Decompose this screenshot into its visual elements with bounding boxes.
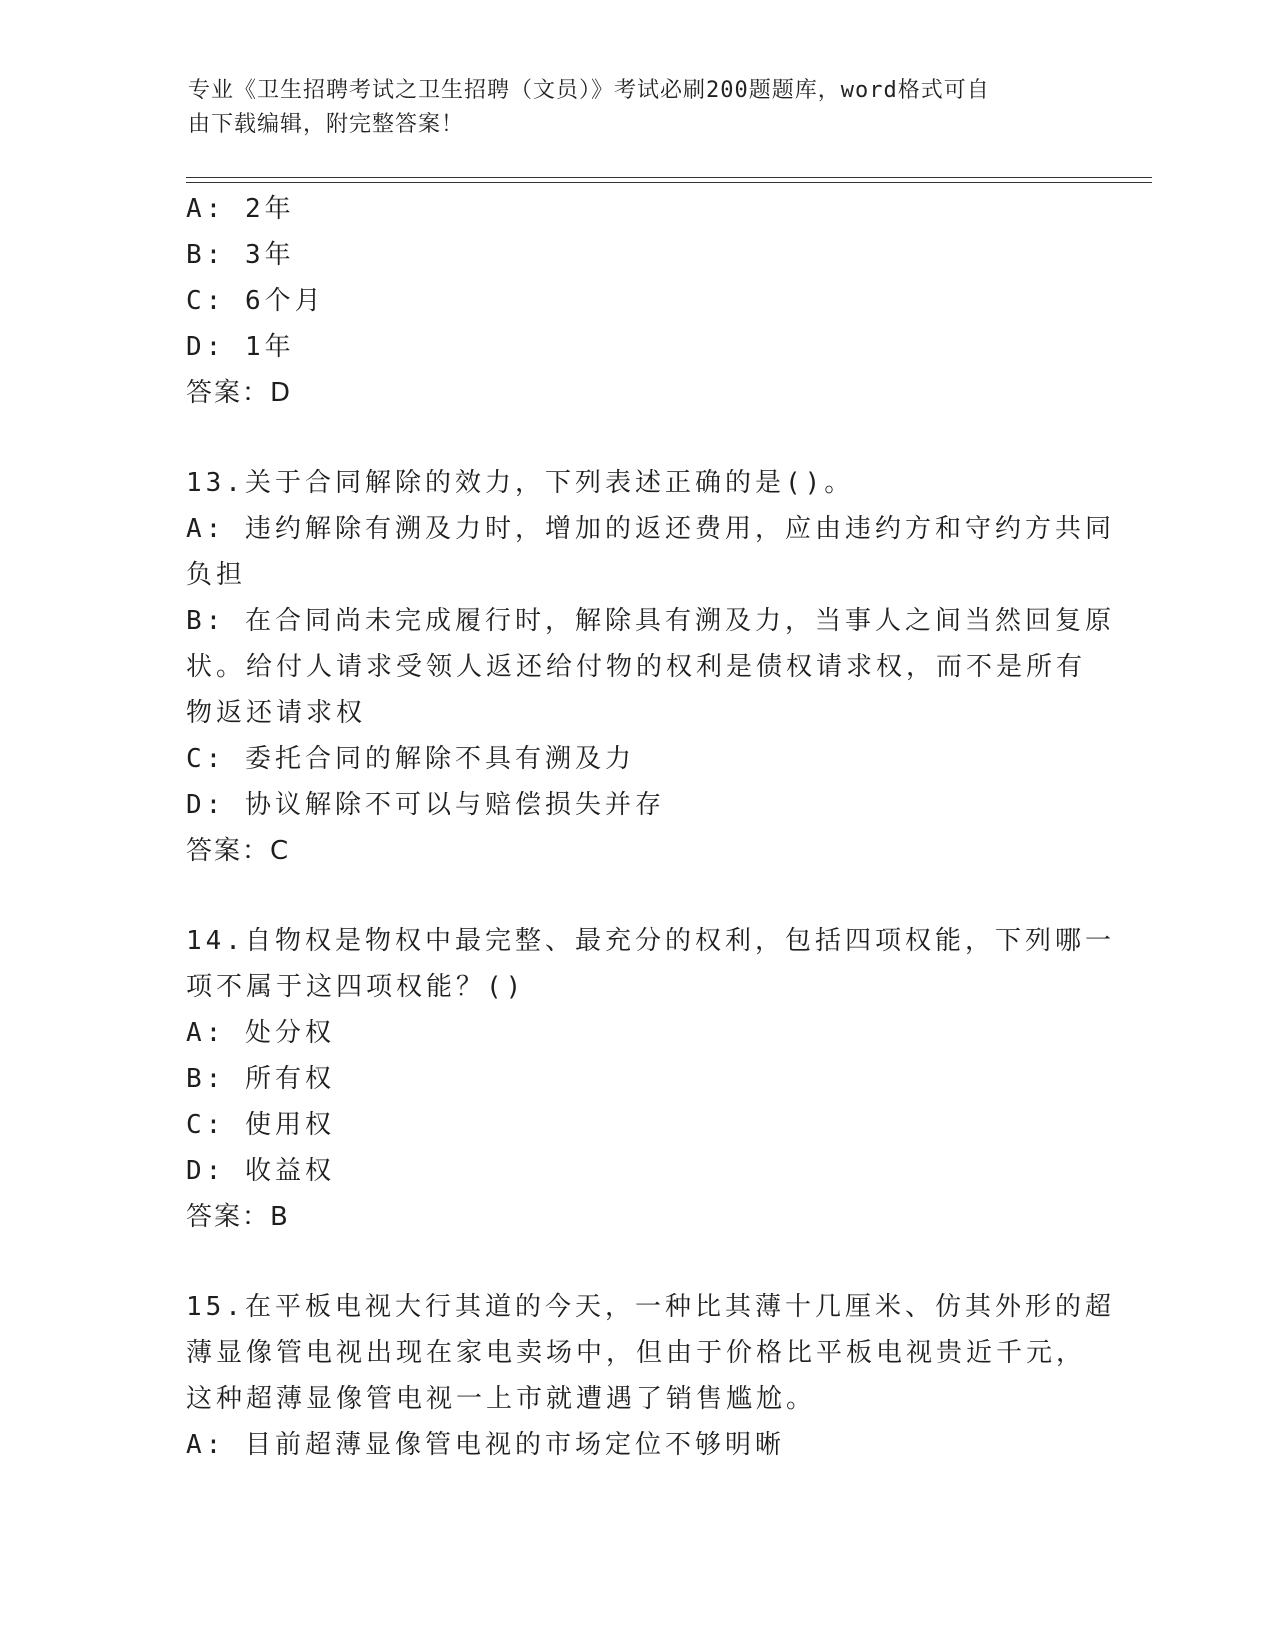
spacer	[186, 416, 1086, 460]
answer-line: 答案：D	[186, 378, 293, 408]
question-15	[186, 1284, 1115, 1468]
answer-line: 答案：B	[186, 1202, 290, 1232]
question-12-continued	[186, 186, 1086, 416]
question-list	[186, 186, 1115, 1468]
option-a-line-2: 负担	[186, 560, 247, 590]
answer-line: 答案：C	[186, 836, 291, 866]
spacer	[186, 874, 1086, 918]
option-c: C: 6个月	[186, 286, 325, 316]
option-d: D: 1年	[186, 332, 295, 362]
option-c: C: 委托合同的解除不具有溯及力	[186, 744, 635, 774]
spacer	[186, 1240, 1086, 1284]
header-line-1: 专业《卫生招聘考试之卫生招聘（文员）》考试必刷200题题库，word格式可自	[188, 78, 990, 103]
question-stem-line-3: 这种超薄显像管电视一上市就遭遇了销售尴尬。	[186, 1384, 817, 1414]
question-stem-line-2: 项不属于这四项权能？()	[186, 972, 526, 1002]
option-b: B: 3年	[186, 240, 295, 270]
header-divider-bottom	[186, 182, 1152, 183]
option-a: A: 目前超薄显像管电视的市场定位不够明晰	[186, 1430, 785, 1460]
header-line-2: 由下载编辑，附完整答案！	[188, 112, 465, 137]
option-a: A: 处分权	[186, 1018, 335, 1048]
document-header	[188, 74, 1068, 142]
question-stem-line-2: 薄显像管电视出现在家电卖场中，但由于价格比平板电视贵近千元，	[186, 1338, 1087, 1368]
option-d: D: 收益权	[186, 1156, 335, 1186]
option-b-line-3: 物返还请求权	[186, 698, 367, 728]
question-14	[186, 918, 1115, 1240]
question-13	[186, 460, 1115, 874]
option-b-line-2: 状。给付人请求受领人返还给付物的权利是债权请求权，而不是所有	[186, 652, 1087, 682]
option-a: A: 2年	[186, 194, 295, 224]
option-d: D: 协议解除不可以与赔偿损失并存	[186, 790, 665, 820]
option-a-line-1: A: 违约解除有溯及力时，增加的返还费用，应由违约方和守约方共同	[186, 514, 1115, 544]
option-b: B: 所有权	[186, 1064, 335, 1094]
option-c: C: 使用权	[186, 1110, 335, 1140]
question-stem-line-1: 15.在平板电视大行其道的今天，一种比其薄十几厘米、仿其外形的超	[186, 1292, 1115, 1322]
option-b-line-1: B: 在合同尚未完成履行时，解除具有溯及力，当事人之间当然回复原	[186, 606, 1115, 636]
question-stem: 13.关于合同解除的效力，下列表述正确的是()。	[186, 468, 855, 498]
header-divider-top	[186, 177, 1152, 178]
question-stem-line-1: 14.自物权是物权中最完整、最充分的权利，包括四项权能，下列哪一	[186, 926, 1115, 956]
